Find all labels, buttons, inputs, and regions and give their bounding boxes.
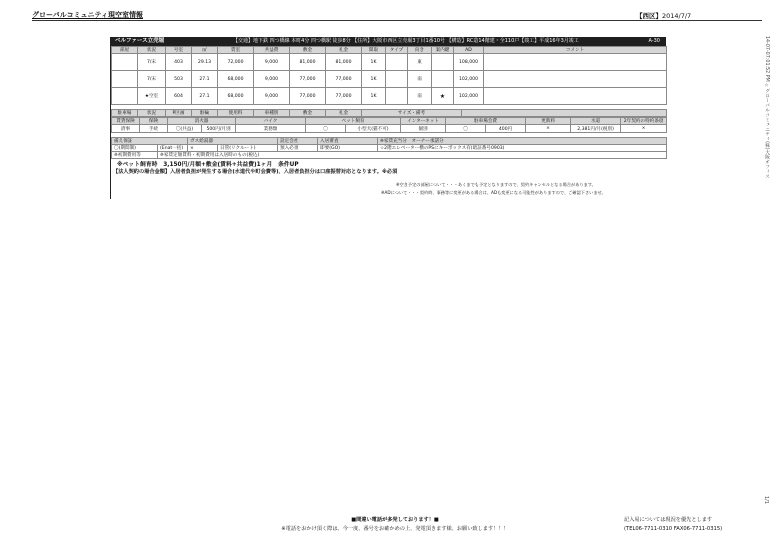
cond-header: 水道 xyxy=(571,118,621,125)
sheet-page-no: A-30 xyxy=(648,38,660,44)
cell-layout: 1K xyxy=(362,88,386,105)
guarantee-value: 預入必須 xyxy=(278,145,318,152)
parking-col: 駐輪 xyxy=(192,110,218,117)
units-header-row xyxy=(112,47,667,54)
col-header: コメント xyxy=(484,47,667,54)
cell-rent: 68,000 xyxy=(218,71,254,88)
property-name: ベルファース立売堀 xyxy=(115,38,165,44)
parking-col: 敷金 xyxy=(290,110,326,117)
guarantee-value: (Enat一括) xyxy=(158,145,188,152)
remarks-label: ※初期費用等 xyxy=(112,152,158,159)
cell-deposit: 77,000 xyxy=(290,88,326,105)
cell-key-money: 77,000 xyxy=(326,71,362,88)
guarantee-value-row xyxy=(112,145,667,152)
guarantee-header: 備え保証 xyxy=(112,138,188,145)
cell-guide xyxy=(432,54,454,71)
col-header: 部屋 xyxy=(112,47,138,54)
cond-value: 手続 xyxy=(140,125,168,133)
guarantee-value: ☆2階エレベーター横のPSにキーボックス有(暗証番号0903) xyxy=(378,145,667,152)
guarantee-value: 日管(リクルート) xyxy=(218,145,278,152)
cell-deposit: 77,000 xyxy=(290,71,326,88)
col-header: 敷金 xyxy=(290,47,326,54)
cond-value: 500円/月別 xyxy=(202,125,236,133)
col-header: 案内鍵 xyxy=(432,47,454,54)
parking-header-row xyxy=(112,110,667,117)
cond-header: 更新料 xyxy=(526,118,571,125)
col-header: 賃室 xyxy=(218,47,254,54)
cond-header: 2年契約の特約条項 xyxy=(621,118,667,125)
guarantee-header: ガス給湯器 xyxy=(188,138,278,145)
col-header: 号室 xyxy=(166,47,192,54)
cell-guide xyxy=(432,71,454,88)
cell-facing: 東 xyxy=(408,54,432,71)
property-title-bar xyxy=(111,37,666,46)
cond-value: 業務類 xyxy=(236,125,306,133)
cell-area: 27.1 xyxy=(192,88,218,105)
cond-header: ペット飼育 xyxy=(306,118,401,125)
cell-common: 9,000 xyxy=(254,88,290,105)
guarantee-value: 即要(GO) xyxy=(318,145,378,152)
cell-room: 403 xyxy=(166,54,192,71)
cell-layout: 1K xyxy=(362,54,386,71)
cell-comment xyxy=(484,88,667,105)
parking-col: 状況 xyxy=(138,110,166,117)
cell-facing: 南 xyxy=(408,88,432,105)
cell-rent: 72,000 xyxy=(218,54,254,71)
page-title xyxy=(32,10,143,20)
conditions-header-row xyxy=(112,118,667,125)
col-header: AD xyxy=(454,47,484,54)
cell-ad: 108,000 xyxy=(454,54,484,71)
cell-rent: 68,000 xyxy=(218,88,254,105)
cell-ad: 102,000 xyxy=(454,88,484,105)
corporate-note: 【法人契約の場合金額】入居者負担が発生する場合(水道代や町会費等)、入居者負担分は口座振替対応となります。※必須 xyxy=(113,169,398,175)
col-header: 状況 xyxy=(138,47,166,54)
cond-value: 済事 xyxy=(112,125,140,133)
parking-col: 礼金 xyxy=(326,110,362,117)
col-header: タイプ xyxy=(386,47,408,54)
cell-empty xyxy=(112,88,138,105)
parking-col-blank xyxy=(462,110,667,117)
cell-comment xyxy=(484,54,667,71)
guarantee-value: 〇(期間制) xyxy=(112,145,158,152)
conditions-table xyxy=(111,117,667,133)
col-header: 礼金 xyxy=(326,47,362,54)
footer-warning xyxy=(250,516,540,534)
remarks-row xyxy=(112,152,667,159)
cond-value: 2,381円/月(税別) xyxy=(571,125,621,133)
cond-value: 小型犬(猫不可) xyxy=(346,125,401,133)
col-header: 共益費 xyxy=(254,47,290,54)
guarantee-header-row xyxy=(112,138,667,145)
cell-status: ★空室 xyxy=(138,88,166,105)
cell-layout: 1K xyxy=(362,71,386,88)
cond-value: 400円 xyxy=(486,125,526,133)
cond-value: 〇(共益) xyxy=(168,125,202,133)
cell-status: 7/末 xyxy=(138,54,166,71)
cell-room: 503 xyxy=(166,71,192,88)
cell-key-money: 77,000 xyxy=(326,88,362,105)
property-address: 【交通】地下鉄 四つ橋線 本町4分 四つ橋駅 徒歩8分 【住所】大阪市西区立売堀3丁目1番10号 【構造】RC造14階建・全110戸【竣工】平成16年3月竣工 xyxy=(233,38,579,44)
parking-col: P区画 xyxy=(166,110,192,117)
footer-tel-fax: (TEL06-7711-0310 FAX06-7711-0315) xyxy=(624,526,723,532)
cell-common: 9,000 xyxy=(254,54,290,71)
cell-key-money: 81,000 xyxy=(326,54,362,71)
col-header: 間取 xyxy=(362,47,386,54)
remarks-text: ※家賃定額賃料・初期費用は入居時のもの(税込) xyxy=(158,152,667,159)
cell-deposit: 81,000 xyxy=(290,54,326,71)
parking-col: 車種別 xyxy=(254,110,290,117)
cell-empty xyxy=(112,54,138,71)
col-header: 向き xyxy=(408,47,432,54)
conditions-value-row xyxy=(112,125,667,133)
guarantee-sub-header: ※家賃充当分 xyxy=(380,139,407,144)
cell-room: 604 xyxy=(166,88,192,105)
cond-header: 保険 xyxy=(140,118,168,125)
cond-header: 賃貸保険 xyxy=(112,118,140,125)
fax-header-text: 14-07-07:01:52 PM ☆グローバルコミュニティ(株)大阪オフィス xyxy=(764,36,769,179)
header-divider xyxy=(32,20,762,21)
guarantee-value: × xyxy=(188,145,218,152)
parking-col: 駐車場 xyxy=(112,110,138,117)
cell-comment xyxy=(484,71,667,88)
date-label: 2014/7/7 xyxy=(662,12,692,20)
cell-type xyxy=(386,88,408,105)
vacancy-note: ※空き予定の部屋について・・・あくまでも予定となりますので、契約キャンセルとなる場合があります。 xyxy=(396,182,596,187)
footer-warning-text: ※電話をおかけ頂く際は、今一度、番号をお確かめの上、発電頂きます様、お願い致します！！！ xyxy=(281,526,509,532)
parking-col: サイズ・備考 xyxy=(362,110,462,117)
cond-value: 個別 xyxy=(401,125,446,133)
cell-facing: 南 xyxy=(408,71,432,88)
cond-header: インターネット xyxy=(401,118,446,125)
ad-note: ※ADについて・・・契約時、事務等に変更がある場合は、ADも変更になる可能性がありますので、ご確認下さいませ。 xyxy=(381,190,606,195)
table-row xyxy=(112,71,667,88)
col-header: ㎡ xyxy=(192,47,218,54)
vacancy-sheet xyxy=(110,37,666,199)
cell-ad: 102,000 xyxy=(454,71,484,88)
guarantee-header: 設定会社 xyxy=(278,138,318,145)
cell-status: 7/末 xyxy=(138,71,166,88)
cond-header: 消火器 xyxy=(168,118,236,125)
footer-contact xyxy=(624,516,774,534)
page-number: 1/1 xyxy=(763,496,769,505)
parking-header-table xyxy=(111,109,667,117)
guarantee-sub-header: オーナー承諾分 xyxy=(411,139,444,144)
footer-warning-title: ■間違い電話が多発しております！■ xyxy=(351,517,439,523)
cell-empty xyxy=(112,71,138,88)
region-label: 【西区】 xyxy=(636,12,662,20)
table-row xyxy=(112,54,667,71)
table-row xyxy=(112,88,667,105)
cell-area: 29.13 xyxy=(192,54,218,71)
title-text: グローバルコミュニティ現空室情報 xyxy=(32,11,143,19)
cond-value: 〇 xyxy=(306,125,346,133)
parking-col: 使用料 xyxy=(218,110,254,117)
cond-value: × xyxy=(526,125,571,133)
cond-header: 駐車場会費 xyxy=(446,118,526,125)
cell-area: 27.1 xyxy=(192,71,218,88)
cond-value: × xyxy=(621,125,667,133)
cell-common: 9,000 xyxy=(254,71,290,88)
guarantee-table xyxy=(111,137,667,159)
header-region-date xyxy=(636,11,691,20)
units-table xyxy=(111,46,667,105)
cell-guide: ★ xyxy=(432,88,454,105)
cell-type xyxy=(386,71,408,88)
cell-type xyxy=(386,54,408,71)
cond-header: バイク xyxy=(236,118,306,125)
cond-value: 〇 xyxy=(446,125,486,133)
pet-note: ※ペット飼育時 3,150円/月額+敷金(賃料+共益費)1ヶ月 条件UP xyxy=(117,162,299,168)
footer-priority-note: 記入易については現況を優先とします xyxy=(624,517,713,523)
guarantee-header: 入居審査 xyxy=(318,138,378,145)
guarantee-header xyxy=(378,138,667,145)
